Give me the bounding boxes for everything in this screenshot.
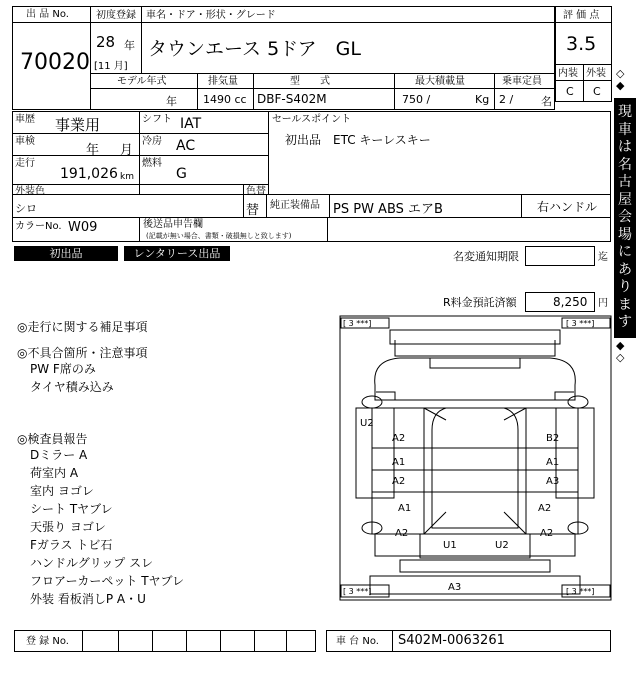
mileage-unit: km	[120, 172, 134, 182]
ac: AC	[176, 138, 196, 154]
max-load-unit: Kg	[475, 93, 490, 106]
inspection-label: 車検	[15, 136, 35, 147]
interior-grade: C	[566, 85, 574, 98]
damage-mark: U2	[495, 540, 509, 551]
year-unit: 年	[124, 39, 135, 52]
genuine-equipment: PS PW ABS エアB	[333, 202, 443, 217]
transfer-deadline-label: 名変通知期限	[453, 250, 519, 263]
damage-mark: U2	[360, 418, 374, 429]
ac-label: 冷房	[142, 136, 162, 147]
damage-mark: A2	[392, 433, 406, 444]
color-change-label: 色替	[246, 186, 266, 197]
driving-notes-label: ◎走行に関する補足事項	[17, 320, 148, 334]
exterior-label: 外装	[586, 68, 606, 79]
type-label: 型 式	[290, 76, 330, 87]
damage-mark: B2	[546, 433, 560, 444]
corner-label-top-right: [ 3 ***]	[566, 319, 595, 328]
exterior-grade: C	[593, 85, 601, 98]
displacement: 1490 cc	[203, 93, 247, 106]
inspector-item: フロアーカーペット Tヤブレ	[30, 574, 185, 588]
damage-mark: A1	[392, 457, 406, 468]
inspection-month: 月	[120, 143, 134, 158]
damage-mark: A2	[540, 528, 554, 539]
banner-bottom-mark: ◆◇	[616, 339, 625, 364]
shift: IAT	[180, 116, 202, 132]
inspector-item: ハンドルグリップ スレ	[30, 556, 154, 570]
type-code: DBF-S402M	[257, 92, 327, 106]
capacity-unit: 名	[541, 95, 552, 108]
recycle-fee-label: R料金預託済額	[443, 296, 517, 309]
first-listing-badge: 初出品	[14, 246, 118, 261]
capacity: 2 /	[499, 93, 514, 106]
fuel-label: 燃料	[142, 158, 162, 169]
rental-listing-badge: レンタリース出品	[124, 246, 230, 261]
recycle-fee-value: 8,250	[553, 295, 588, 309]
evaluation-label: 評 価 点	[563, 10, 600, 21]
max-load-label: 最大積載量	[415, 76, 465, 87]
damage-mark: A2	[395, 528, 409, 539]
fuel: G	[176, 166, 187, 182]
steering: 右ハンドル	[537, 200, 598, 214]
inspector-item: 天張り ヨゴレ	[30, 520, 106, 534]
damage-mark: A2	[538, 503, 552, 514]
sales-point-label: セールスポイント	[272, 114, 352, 125]
banner-top-mark: ◇◆	[616, 67, 625, 92]
lot-number: 70020	[20, 50, 90, 75]
model-year-unit: 年	[166, 95, 177, 108]
inspector-item: Fガラス トビ石	[30, 538, 113, 552]
chassis-number: S402M-0063261	[398, 633, 505, 648]
corner-label-top-left: [ 3 ***]	[343, 319, 372, 328]
color-no-label: カラーNo.	[15, 221, 62, 232]
first-registration-label: 初度登録	[96, 10, 136, 21]
inspector-label: ◎検査員報告	[17, 432, 88, 446]
history: 事業用	[55, 116, 101, 134]
inspector-item: 室内 ヨゴレ	[30, 484, 94, 498]
genuine-equipment-label: 純正装備品	[270, 200, 320, 211]
exterior-color-label: 外装色	[15, 186, 45, 197]
first-registration-year: 28	[96, 33, 116, 51]
mileage-label: 走行	[15, 158, 35, 169]
inspector-item: 外装 看板消しP A・U	[30, 592, 146, 606]
first-registration-month: [11 月]	[94, 61, 128, 72]
capacity-label: 乗車定員	[502, 76, 542, 87]
damage-mark: A3	[448, 582, 462, 593]
docs-note: (記載が無い場合、書類・破損無しと致します)	[146, 232, 292, 240]
displacement-label: 排気量	[208, 76, 238, 87]
recycle-fee-unit: 円	[598, 298, 608, 309]
sales-point: 初出品 ETC キーレスキー	[285, 133, 431, 147]
defects-label: ◎不具合箇所・注意事項	[17, 346, 148, 360]
model-year-label: モデル年式	[117, 76, 167, 87]
location-banner-text: 現車は名古屋会場にあります	[618, 104, 632, 330]
inspector-item: 荷室内 A	[30, 466, 79, 480]
inspector-item: Dミラー A	[30, 448, 88, 462]
registration-number-label: 登 録 No.	[26, 636, 69, 647]
damage-mark: A3	[546, 476, 560, 487]
exterior-color: シロ	[15, 202, 37, 215]
mileage: 191,026	[60, 166, 118, 182]
car-name: タウンエース 5ドア GL	[148, 38, 361, 60]
inspector-item: シート Tヤブレ	[30, 502, 113, 516]
color-no: W09	[68, 220, 98, 235]
corner-label-bottom-left: [ 3 ***]	[343, 587, 372, 596]
defect-item: タイヤ積み込み	[30, 380, 114, 394]
car-name-label-text: 車名・ドア・形状・グレード	[146, 10, 276, 21]
max-load: 750 /	[402, 93, 431, 106]
inspection-year: 年	[86, 143, 100, 158]
chassis-number-label: 車 台 No.	[336, 636, 379, 647]
color-change: 替	[246, 203, 260, 218]
interior-label: 内装	[558, 68, 578, 79]
shift-label: シフト	[142, 114, 172, 125]
damage-mark: A2	[392, 476, 406, 487]
corner-label-bottom-right: [ 3 ***]	[566, 587, 595, 596]
lot-number-label: 出 品 No.	[26, 9, 69, 20]
defect-item: PW F席のみ	[30, 362, 96, 376]
docs-label: 後送品申告欄	[143, 219, 203, 230]
damage-mark: A1	[546, 457, 560, 468]
transfer-deadline-suffix: 迄	[598, 252, 608, 263]
evaluation-score: 3.5	[566, 33, 597, 55]
damage-mark: U1	[443, 540, 457, 551]
damage-mark: A1	[398, 503, 412, 514]
history-label: 車歴	[15, 114, 35, 125]
